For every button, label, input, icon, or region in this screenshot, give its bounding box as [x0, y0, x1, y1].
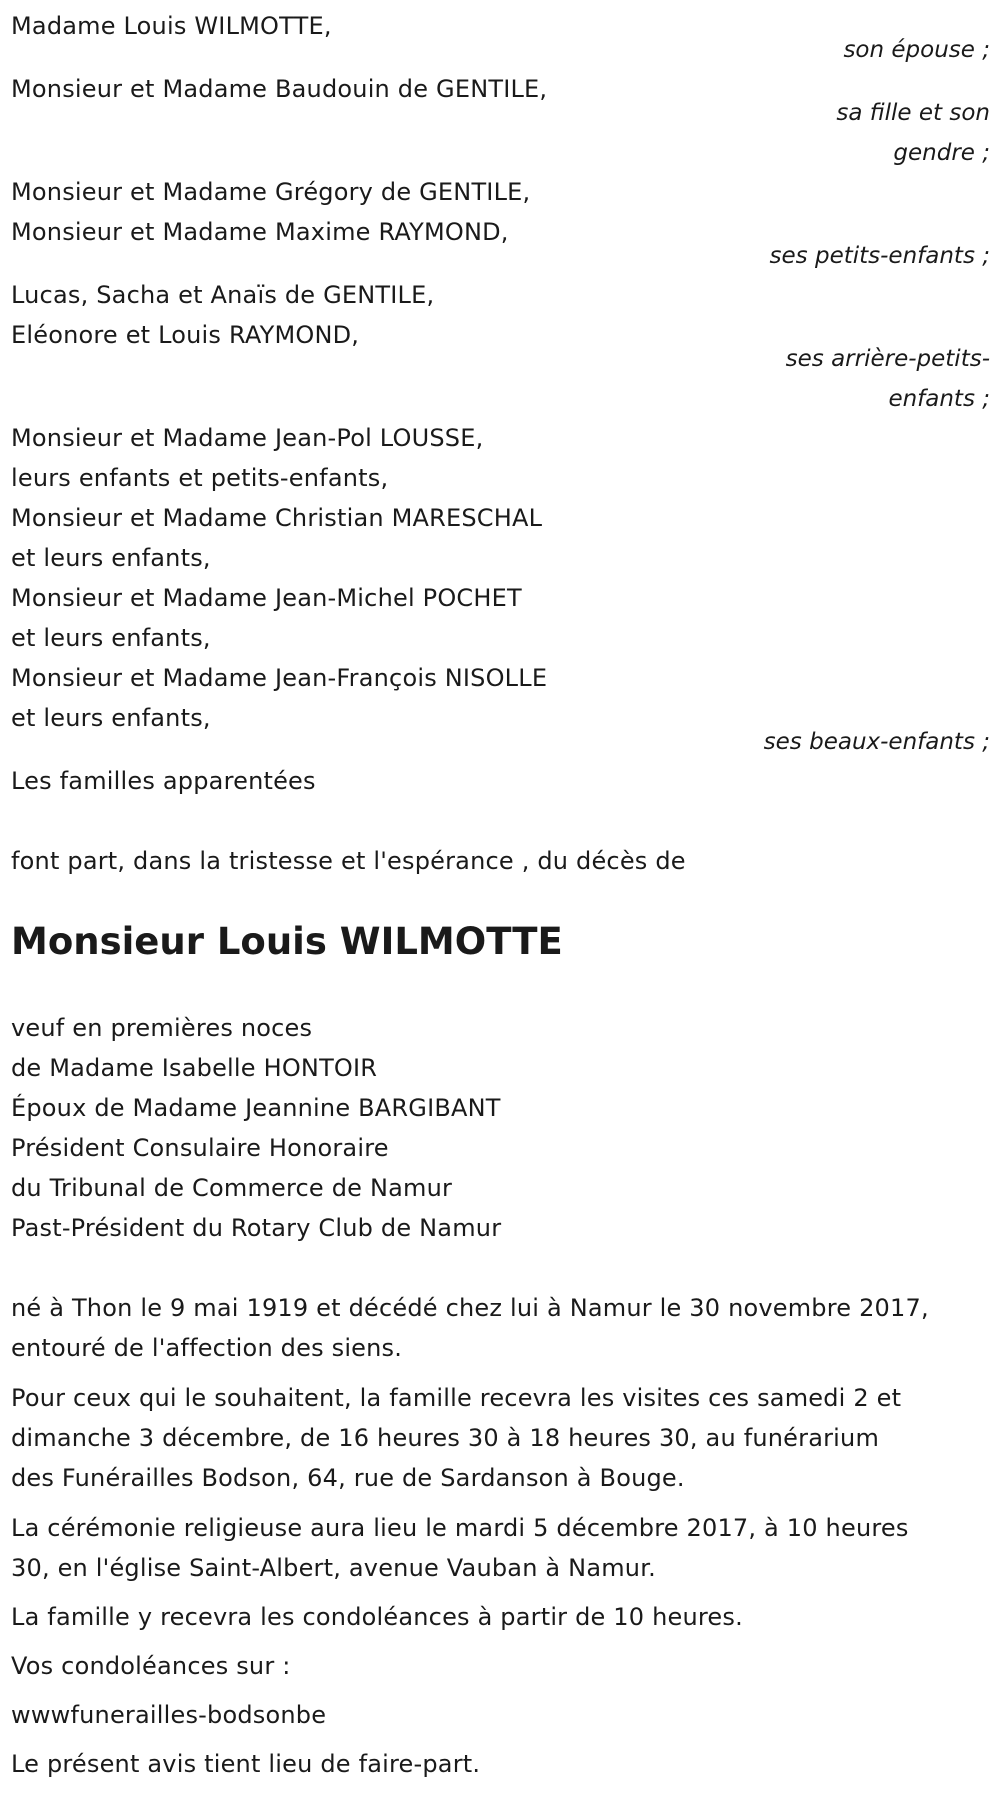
great-grandchild-name: Lucas, Sacha et Anaïs de GENTILE,: [11, 281, 435, 309]
grandchild-name: Monsieur et Madame Maxime RAYMOND,: [11, 218, 509, 246]
daughter-relation-line1: sa fille et son: [836, 100, 990, 126]
stepchildren-relation: ses beaux-enfants ;: [763, 729, 990, 755]
deceased-detail: Président Consulaire Honoraire: [11, 1134, 389, 1162]
wife-relation: son épouse ;: [843, 37, 990, 63]
website-text: wwwfunerailles-bodsonbe: [11, 1701, 327, 1729]
closing-text: Le présent avis tient lieu de faire-part.: [11, 1750, 481, 1778]
stepchild-line: et leurs enfants,: [11, 544, 211, 572]
condolences-time: La famille y recevra les condoléances à partir de 10 heures.: [11, 1603, 743, 1631]
daughter-name: Monsieur et Madame Baudouin de GENTILE,: [11, 75, 548, 103]
birth-death-line: entouré de l'affection des siens.: [11, 1334, 403, 1362]
condolences-label: Vos condoléances sur :: [11, 1652, 291, 1680]
stepchild-line: Monsieur et Madame Christian MARESCHAL: [11, 504, 543, 532]
deceased-name: Monsieur Louis WILMOTTE: [11, 920, 563, 963]
deceased-detail: Époux de Madame Jeannine BARGIBANT: [11, 1094, 501, 1122]
visits-line: Pour ceux qui le souhaitent, la famille recevra les visites ces samedi 2 et: [11, 1384, 902, 1412]
great-grandchildren-relation-line1: ses arrière-petits-: [785, 346, 990, 372]
stepchild-line: Monsieur et Madame Jean-François NISOLLE: [11, 664, 548, 692]
stepchild-line: leurs enfants et petits-enfants,: [11, 464, 389, 492]
stepchild-line: Monsieur et Madame Jean-Pol LOUSSE,: [11, 424, 484, 452]
stepchild-line: et leurs enfants,: [11, 704, 211, 732]
deceased-detail: veuf en premières noces: [11, 1014, 313, 1042]
stepchild-line: Monsieur et Madame Jean-Michel POCHET: [11, 584, 522, 612]
deceased-detail: du Tribunal de Commerce de Namur: [11, 1174, 453, 1202]
deceased-detail: de Madame Isabelle HONTOIR: [11, 1054, 378, 1082]
great-grandchild-name: Eléonore et Louis RAYMOND,: [11, 321, 360, 349]
visits-line: des Funérailles Bodson, 64, rue de Sardanson à Bouge.: [11, 1464, 685, 1492]
daughter-relation-line2: gendre ;: [893, 140, 990, 166]
ceremony-line: La cérémonie religieuse aura lieu le mardi 5 décembre 2017, à 10 heures: [11, 1514, 909, 1542]
visits-line: dimanche 3 décembre, de 16 heures 30 à 18 heures 30, au funérarium: [11, 1424, 880, 1452]
ceremony-line: 30, en l'église Saint-Albert, avenue Vauban à Namur.: [11, 1554, 656, 1582]
deceased-detail: Past-Président du Rotary Club de Namur: [11, 1214, 502, 1242]
stepchild-line: et leurs enfants,: [11, 624, 211, 652]
grandchild-name: Monsieur et Madame Grégory de GENTILE,: [11, 178, 531, 206]
great-grandchildren-relation-line2: enfants ;: [888, 386, 990, 412]
related-families: Les familles apparentées: [11, 767, 316, 795]
birth-death-line: né à Thon le 9 mai 1919 et décédé chez lui à Namur le 30 novembre 2017,: [11, 1294, 929, 1322]
grandchildren-relation: ses petits-enfants ;: [769, 243, 990, 269]
announcement-text: font part, dans la tristesse et l'espérance , du décès de: [11, 847, 686, 875]
wife-name: Madame Louis WILMOTTE,: [11, 12, 332, 40]
